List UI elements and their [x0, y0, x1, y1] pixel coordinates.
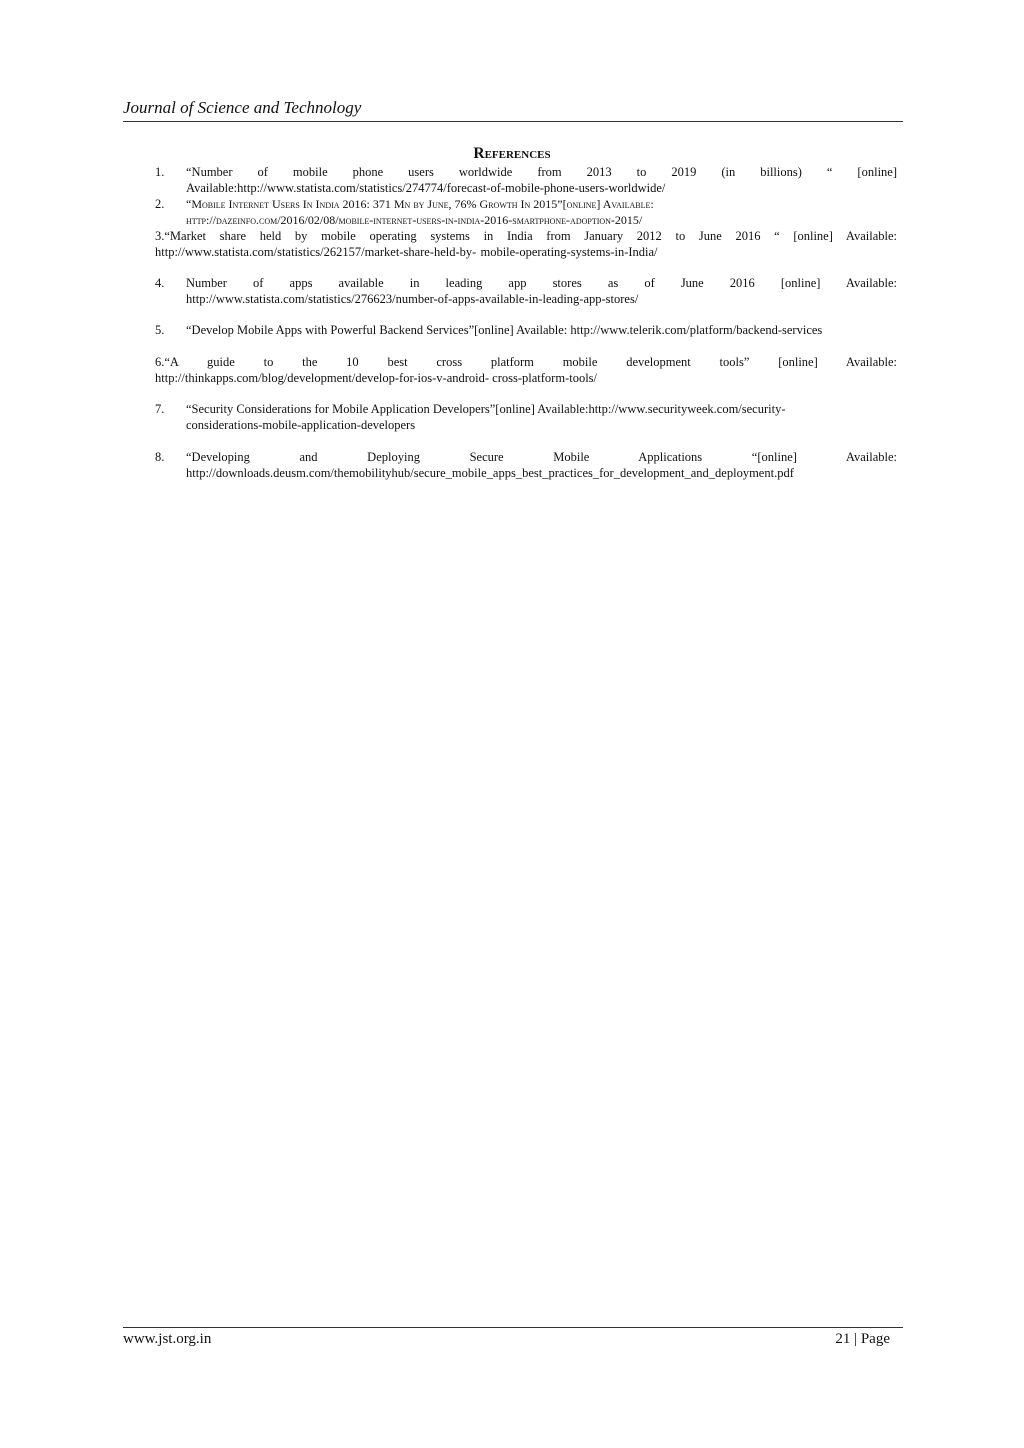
reference-number: 8. — [155, 450, 165, 464]
reference-text: “Develop Mobile Apps with Powerful Backend Services”[online] Available: http://www.telerik.com/platform/backend-services — [186, 323, 823, 337]
reference-item-5 — [155, 322, 897, 338]
footer-website[interactable]: www.jst.org.in — [123, 1331, 212, 1347]
footer-divider — [123, 1327, 903, 1328]
reference-link[interactable]: Available:http://www.statista.com/statistics/274774/forecast-of-mobile-phone-users-worldwide/ — [186, 181, 666, 195]
reference-text: “Security Considerations for Mobile Application Developers”[online] Available:http://www.securityweek.com/security- — [186, 402, 786, 416]
reference-number: 1. — [155, 165, 165, 179]
reference-number: 4. — [155, 276, 165, 290]
reference-item-3 — [155, 228, 897, 260]
footer-page-number: 21 | Page — [835, 1331, 890, 1347]
reference-text: 3.“Market share held by mobile operating systems in India from January 2012 to June 2016 “ [online] Available: — [155, 229, 897, 243]
header-divider — [123, 121, 903, 122]
reference-item-6 — [155, 354, 897, 386]
reference-link[interactable]: http://downloads.deusm.com/themobilityhub/secure_mobile_apps_best_practices_for_development_and_deployment.pdf — [186, 466, 794, 480]
reference-number: 5. — [155, 323, 165, 337]
reference-item-4 — [155, 275, 897, 307]
reference-link[interactable]: http://www.statista.com/statistics/262157/market-share-held-by- mobile-operating-systems-in-India/ — [155, 245, 658, 259]
reference-text: “Number of mobile phone users worldwide from 2013 to 2019 (in billions) “ [online] — [186, 165, 897, 179]
reference-link[interactable]: considerations-mobile-application-developers — [186, 418, 416, 432]
reference-number: 6. — [155, 355, 165, 369]
reference-text: “Developing and Deploying Secure Mobile Applications “[online] Available: — [186, 450, 897, 464]
references-heading: References — [473, 145, 551, 162]
reference-item-7 — [155, 401, 897, 433]
reference-item-8 — [155, 449, 897, 481]
reference-number: 2. — [155, 197, 165, 211]
reference-item-2 — [155, 196, 897, 228]
reference-link[interactable]: http://dazeinfo.com/2016/02/08/mobile-internet-users-in-india-2016-smartphone-adoption-2015/ — [186, 213, 643, 227]
reference-text: “Mobile Internet Users In India 2016: 371 Mn by June, 76% Growth In 2015”[online] Available: — [186, 197, 654, 211]
reference-link[interactable]: http://www.statista.com/statistics/276623/number-of-apps-available-in-leading-app-stores/ — [186, 292, 639, 306]
reference-item-1 — [155, 164, 897, 196]
reference-text: Number of apps available in leading app stores as of June 2016 [online] Available: — [186, 276, 897, 290]
journal-title: Journal of Science and Technology — [123, 98, 362, 117]
reference-number: 7. — [155, 402, 165, 416]
reference-link[interactable]: http://thinkapps.com/blog/development/develop-for-ios-v-android- cross-platform-tools/ — [155, 371, 598, 385]
reference-text: 6.“A guide to the 10 best cross platform mobile development tools” [online] Available: — [155, 355, 897, 369]
reference-number: 3. — [155, 229, 165, 243]
